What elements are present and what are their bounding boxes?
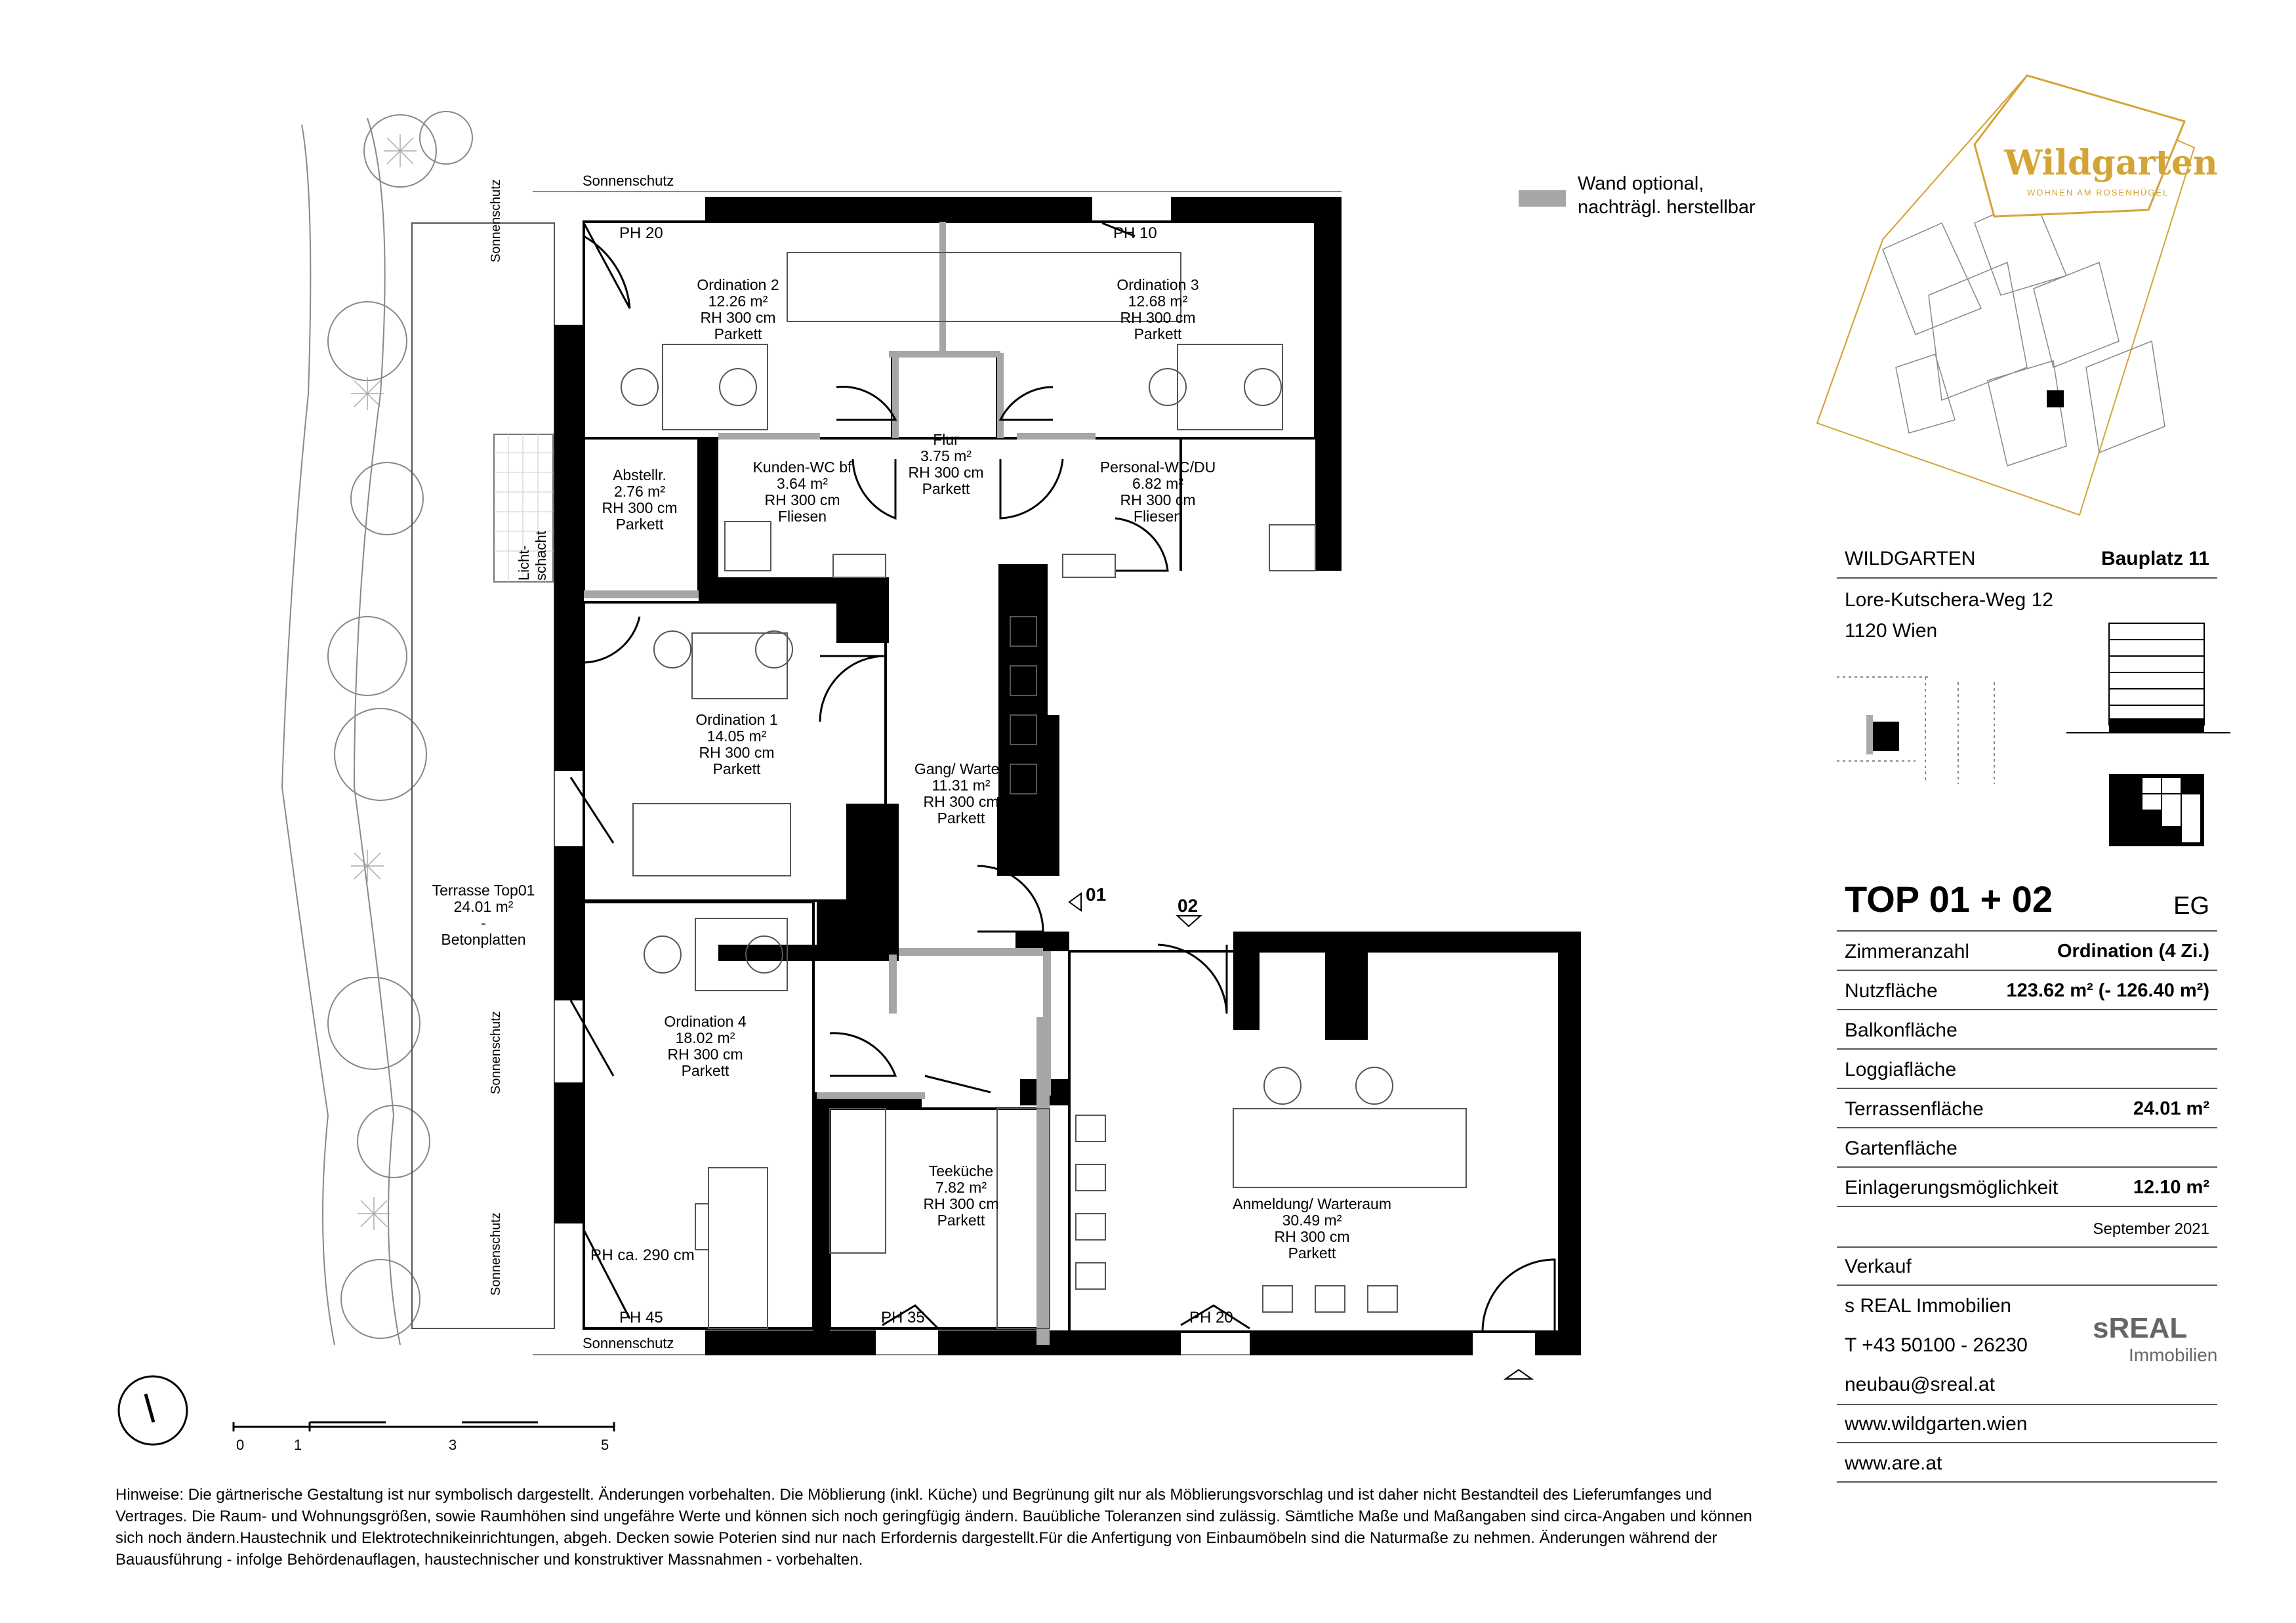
room-name: Gang/ Warter. [914, 760, 1008, 777]
room-height: RH 300 cm [602, 499, 678, 516]
room-height: RH 300 cm [700, 309, 776, 326]
detail-label: Gartenfläche [1845, 1138, 1958, 1159]
light-shaft-label-1: Licht- [516, 545, 532, 581]
room-ordination-4 [626, 1014, 784, 1079]
room-area: 2.76 m² [614, 483, 665, 500]
contact-web2-row [1837, 1443, 2217, 1483]
room-abstellraum [561, 467, 718, 533]
room-floor: Fliesen [1133, 508, 1183, 525]
contact-agent: s REAL Immobilien [1845, 1295, 2011, 1317]
room-floor: Parkett [681, 1062, 729, 1079]
room-name: Kunden-WC bf [752, 459, 852, 476]
ph20-label-top: PH 20 [619, 224, 663, 242]
detail-label: Balkonfläche [1845, 1019, 1958, 1041]
disclaimer-notes: Hinweise: Die gärtnerische Gestaltung ist nur symbolisch dargestellt. Änderungen vorbehalten. Die Möblierung (inkl. Küche) und Begrünung gilt nur als Möblierungsvorschlag und ist daher nicht Bestandteil des Lieferumfanges und Vertrages. Die Raum- und Wohnungsgrößen, sowie Raumhöhen sind ungefähre Werte und können sich noch geringfügig ändern. Bauübliche Toleranzen sind zulässig. Sämtliche Maße und Maßangaben sind circa-Angaben und können sich noch ändern.Haustechnik und Elektrotechnikeinrichtungen, abgeh. Decken sowie Poterien sind nur nach Erfordernis dargestellt.Für die Anfertigung von Einbaumöbeln sind die Naturmaße zu nehmen. Änderungen während der Bauausführung - infolge Behördenauflagen, haustechnischer und konstruktiver Massnahmen - vorbehalten. [115, 1486, 1752, 1569]
room-height: RH 300 cm [667, 1046, 743, 1063]
garden-area [282, 112, 472, 1345]
contact-web2-link[interactable]: www.are.at [1845, 1452, 1942, 1474]
detail-label: Einlagerungsmöglichkeit [1845, 1177, 2059, 1199]
room-anmeldung [1227, 1196, 1397, 1262]
contact-email[interactable]: neubau@sreal.at [1845, 1374, 1995, 1395]
room-name: Ordination 4 [664, 1013, 747, 1030]
room-area: 3.64 m² [777, 475, 828, 492]
sunshade-label-top: Sonnenschutz [583, 173, 674, 189]
detail-row-loggia [1837, 1050, 2217, 1089]
room-floor: Fliesen [777, 508, 827, 525]
project-street: Lore-Kutschera-Weg 12 [1845, 589, 2053, 611]
north-compass [119, 1376, 187, 1445]
project-plot: Bauplatz 11 [2101, 548, 2209, 569]
room-name: Ordination 2 [697, 276, 779, 293]
legend-swatch [1519, 190, 1566, 207]
room-area: 14.05 m² [707, 728, 767, 745]
contact-phone: T +43 50100 - 26230 [1845, 1334, 2028, 1356]
detail-value: Ordination (4 Zi.) [2057, 941, 2209, 962]
room-area: 12.68 m² [1128, 293, 1188, 310]
sunshade-label-side-2: Sonnenschutz [489, 1011, 503, 1094]
detail-row-storage [1837, 1168, 2217, 1207]
plan-date: September 2021 [2093, 1220, 2209, 1238]
detail-row-usable-area [1837, 971, 2217, 1010]
detail-value: 24.01 m² [2133, 1098, 2209, 1119]
room-floor: Parkett [922, 480, 970, 497]
room-height-label: RH ca. 290 cm [590, 1246, 695, 1264]
room-height: RH 300 cm [699, 744, 775, 761]
unit-title: TOP 01 + 02 [1845, 878, 2053, 920]
entry-arrows [1069, 894, 1532, 1379]
unit-header [1837, 871, 2217, 932]
room-teekueche [882, 1163, 1040, 1229]
room-floor: Parkett [712, 760, 761, 777]
room-height: RH 300 cm [1120, 491, 1196, 508]
room-flur [867, 432, 1025, 497]
ph20-label-bottom: PH 20 [1189, 1309, 1233, 1326]
room-height: RH 300 cm [1120, 309, 1196, 326]
detail-row-garden [1837, 1128, 2217, 1168]
scale-tick-1: 1 [294, 1437, 302, 1453]
room-area: 24.01 m² [453, 898, 514, 915]
contact-web1-row [1837, 1404, 2217, 1443]
project-header-row [1837, 538, 2217, 579]
room-height: - [481, 914, 486, 932]
terrace-outline [412, 223, 554, 1328]
room-area: 3.75 m² [920, 447, 972, 464]
project-name: WILDGARTEN [1845, 548, 1976, 569]
legend-text-1: Wand optional, [1578, 173, 1704, 194]
room-name: Teeküche [928, 1162, 994, 1180]
room-name: Terrasse Top01 [432, 882, 535, 899]
detail-label: Loggiafläche [1845, 1059, 1957, 1080]
room-floor: Parkett [937, 1212, 985, 1229]
room-ordination-3 [1079, 277, 1237, 342]
room-gang-warter [882, 761, 1040, 827]
detail-row-balcony [1837, 1010, 2217, 1050]
ph35-label: PH 35 [881, 1309, 925, 1326]
room-ordination-1 [658, 712, 815, 777]
room-floor: Parkett [1288, 1244, 1336, 1262]
sreal-logo: sREAL [2093, 1312, 2188, 1344]
room-height: RH 300 cm [764, 491, 840, 508]
room-kunden-wc [724, 459, 881, 525]
detail-row-terrace [1837, 1089, 2217, 1128]
detail-row-rooms [1837, 932, 2217, 971]
detail-label: Terrassenfläche [1845, 1098, 1984, 1120]
project-city: 1120 Wien [1845, 620, 1938, 642]
scale-tick-0: 0 [236, 1437, 245, 1453]
room-area: 12.26 m² [708, 293, 768, 310]
sunshade-label-side-1: Sonnenschutz [489, 179, 503, 262]
room-height: RH 300 cm [923, 1195, 999, 1212]
light-shaft-label-2: schacht [533, 531, 549, 581]
room-height: RH 300 cm [1274, 1228, 1350, 1245]
entry-01-label: 01 [1086, 884, 1107, 905]
room-personal-wc [1079, 459, 1237, 525]
logo-tagline: WOHNEN AM ROSENHÜGEL [2027, 188, 2169, 197]
room-ordination-2 [659, 277, 817, 342]
key-plans [1837, 623, 2230, 846]
room-floor: Parkett [714, 325, 762, 342]
room-height: RH 300 cm [923, 793, 999, 810]
room-area: 6.82 m² [1132, 475, 1183, 492]
detail-label: Nutzfläche [1845, 980, 1938, 1002]
room-height: RH 300 cm [908, 464, 984, 481]
room-name: Personal-WC/DU [1099, 459, 1216, 476]
room-name: Abstellr. [613, 466, 666, 483]
ph10-label: PH 10 [1113, 224, 1157, 242]
contact-sale: Verkauf [1845, 1256, 1912, 1277]
room-area: 30.49 m² [1282, 1212, 1342, 1229]
date-row [1837, 1207, 2217, 1248]
room-area: 7.82 m² [935, 1179, 987, 1196]
room-terrasse [405, 882, 562, 948]
detail-value: 123.62 m² (- 126.40 m²) [2006, 980, 2209, 1001]
room-name: Anmeldung/ Warteraum [1232, 1195, 1392, 1212]
room-name: Ordination 3 [1117, 276, 1199, 293]
room-floor: Betonplatten [441, 931, 526, 948]
scale-tick-3: 3 [449, 1437, 457, 1453]
garden-plants [351, 134, 417, 1230]
room-name: Ordination 1 [695, 711, 778, 728]
room-floor: Parkett [1134, 325, 1182, 342]
scale-bar [234, 1422, 614, 1431]
contact-agent-block [1837, 1286, 2217, 1405]
detail-value: 12.10 m² [2133, 1177, 2209, 1198]
ph45-label: PH 45 [619, 1309, 663, 1326]
logo-wordmark: Wildgarten [2004, 143, 2218, 183]
sunshade-label-bottom: Sonnenschutz [583, 1335, 674, 1351]
legend-text-2: nachträgl. herstellbar [1578, 197, 1755, 218]
room-area: 11.31 m² [932, 777, 991, 794]
room-name: Flur [933, 431, 959, 448]
room-floor: Parkett [937, 810, 985, 827]
room-area: 18.02 m² [675, 1029, 735, 1046]
contact-sale-row [1837, 1246, 2217, 1286]
room-floor: Parkett [615, 516, 664, 533]
sreal-logo-sub: Immobilien [2129, 1345, 2218, 1365]
doors [571, 223, 1555, 1332]
detail-label: Zimmeranzahl [1845, 941, 1970, 962]
sunshade-label-side-3: Sonnenschutz [489, 1212, 503, 1296]
scale-tick-5: 5 [601, 1437, 609, 1453]
entry-02-label: 02 [1178, 895, 1199, 916]
unit-floor: EG [2173, 892, 2209, 920]
contact-web1-link[interactable]: www.wildgarten.wien [1845, 1413, 2028, 1435]
